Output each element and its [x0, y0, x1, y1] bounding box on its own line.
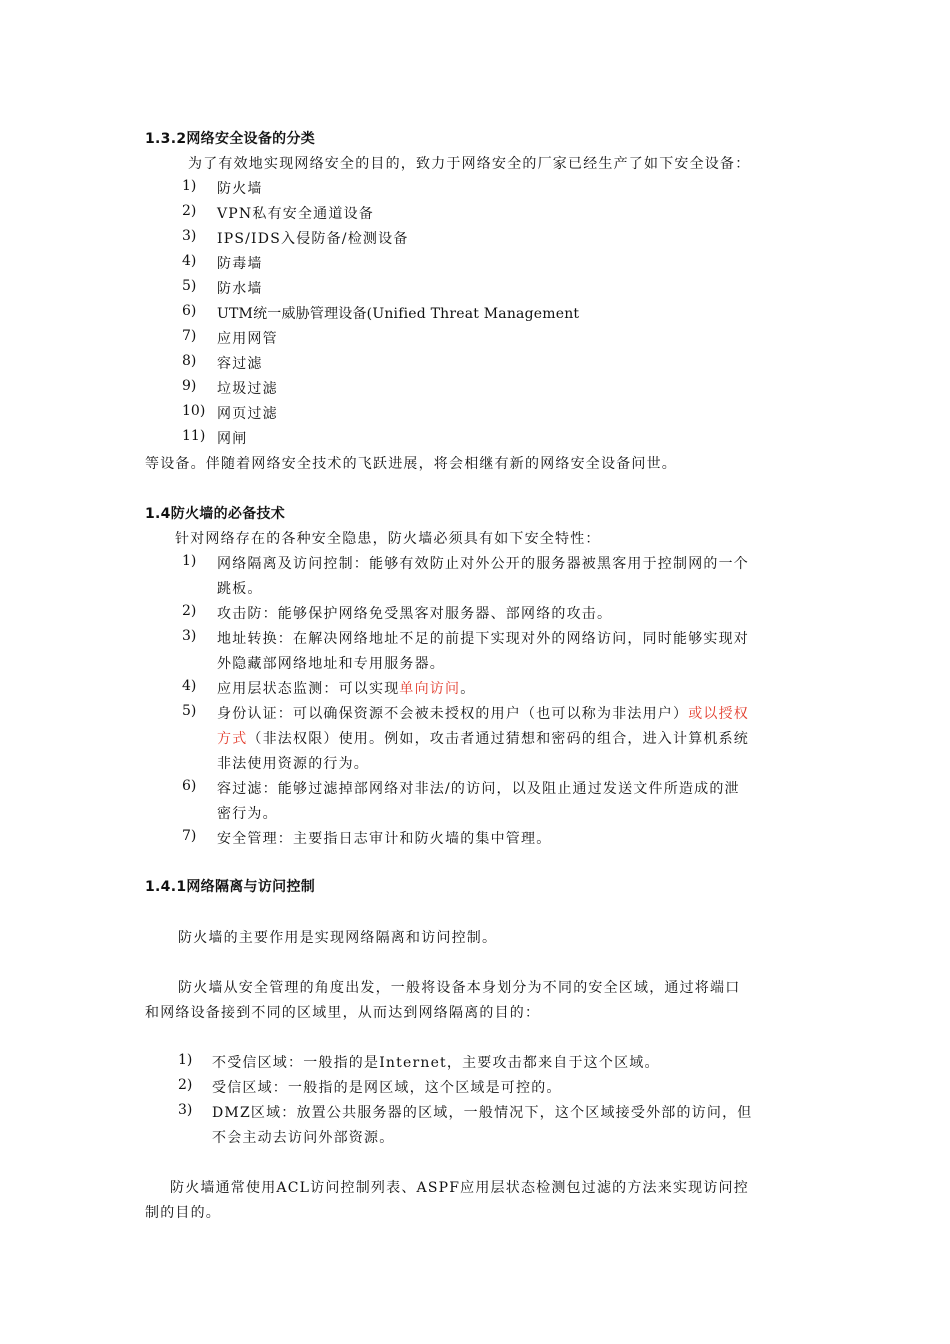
- list-item-continuation: 不会主动去访问外部资源。: [212, 1130, 395, 1146]
- list-number: 9): [182, 378, 197, 394]
- list-item: 网页过滤: [217, 406, 278, 422]
- list-item: 网闸: [217, 431, 248, 447]
- list-number: 6): [182, 778, 197, 794]
- list-number: 1): [182, 553, 197, 569]
- list-number: 7): [182, 328, 197, 344]
- list-number: 1): [178, 1052, 193, 1068]
- list-item: 防毒墙: [217, 256, 263, 272]
- list-item-continuation: 跳板。: [217, 581, 263, 597]
- list-number: 8): [182, 353, 197, 369]
- list-number: 1): [182, 178, 197, 194]
- list-item: 防水墙: [217, 281, 263, 297]
- list-item: 防火墙: [217, 181, 263, 197]
- list-item-continuation: [217, 728, 749, 748]
- list-number: 2): [182, 203, 197, 219]
- list-item: IPS/IDS入侵防备/检测设备: [217, 231, 409, 247]
- list-item: 受信区域：一般指的是网区域，这个区域是可控的。: [212, 1080, 562, 1096]
- list-item: 地址转换：在解决网络地址不足的前提下实现对外的网络访问，同时能够实现对: [217, 631, 749, 647]
- highlighted-text: 方式: [217, 731, 248, 747]
- list-number: 5): [182, 703, 197, 719]
- list-item: [217, 703, 749, 723]
- list-number: 4): [182, 253, 197, 269]
- list-item-text: 应用层状态监测：可以实现: [217, 681, 400, 697]
- list-number: 5): [182, 278, 197, 294]
- list-item-text: 。: [460, 681, 476, 697]
- list-item: 垃圾过滤: [217, 381, 278, 397]
- list-number: 3): [178, 1102, 193, 1118]
- section-heading-1-4-1: 1.4.1网络隔离与访问控制: [145, 879, 316, 895]
- list-number: 2): [182, 603, 197, 619]
- highlighted-text: 或以授权: [688, 706, 750, 722]
- paragraph: 防火墙从安全管理的角度出发，一般将设备本身划分为不同的安全区域，通过将端口: [178, 980, 741, 996]
- list-number: 7): [182, 828, 197, 844]
- list-item-text: （非法权限）使用。例如，攻击者通过猜想和密码的组合，进入计算机系统: [247, 731, 750, 747]
- list-item: UTM统一威胁管理设备(Unified Threat Management: [217, 306, 580, 322]
- list-item: 安全管理：主要指日志审计和防火墙的集中管理。: [217, 831, 552, 847]
- list-item-text: 身份认证：可以确保资源不会被未授权的用户（也可以称为非法用户）: [217, 706, 689, 722]
- list-number: 3): [182, 228, 197, 244]
- highlighted-text: 单向访问: [399, 681, 461, 697]
- list-item-continuation: 密行为。: [217, 806, 278, 822]
- paragraph: 防火墙通常使用ACL访问控制列表、ASPF应用层状态检测包过滤的方法来实现访问控: [170, 1180, 749, 1196]
- list-number: 10): [182, 403, 206, 419]
- list-number: 4): [182, 678, 197, 694]
- list-item: 应用网管: [217, 331, 278, 347]
- paragraph: 防火墙的主要作用是实现网络隔离和访问控制。: [178, 930, 498, 946]
- section-intro: 针对网络存在的各种安全隐患，防火墙必须具有如下安全特性：: [175, 531, 601, 547]
- list-item-continuation: 非法使用资源的行为。: [217, 756, 369, 772]
- list-item: DMZ区域：放置公共服务器的区域，一般情况下，这个区域接受外部的访问，但: [212, 1105, 753, 1121]
- list-number: 6): [182, 303, 197, 319]
- list-item: 攻击防：能够保护网络免受黑客对服务器、部网络的攻击。: [217, 606, 613, 622]
- list-item-continuation: 外隐藏部网络地址和专用服务器。: [217, 656, 445, 672]
- list-number: 3): [182, 628, 197, 644]
- section-outro: 等设备。伴随着网络安全技术的飞跃进展，将会相继有新的网络安全设备问世。: [145, 456, 677, 472]
- list-item: VPN私有安全通道设备: [217, 206, 374, 222]
- list-item: [217, 678, 475, 698]
- section-heading-1-4: 1.4防火墙的必备技术: [145, 506, 286, 522]
- list-item: 容过滤：能够过滤掉部网络对非法/的访问，以及阻止通过发送文件所造成的泄: [217, 781, 740, 797]
- list-number: 11): [182, 428, 206, 444]
- list-number: 2): [178, 1077, 193, 1093]
- section-intro: 为了有效地实现网络安全的目的，致力于网络安全的厂家已经生产了如下安全设备：: [188, 156, 751, 172]
- paragraph-continuation: 制的目的。: [145, 1205, 221, 1221]
- section-heading-1-3-2: 1.3.2网络安全设备的分类: [145, 131, 316, 147]
- list-item: 网络隔离及访问控制：能够有效防止对外公开的服务器被黑客用于控制网的一个: [217, 556, 749, 572]
- list-item: 容过滤: [217, 356, 263, 372]
- list-item: 不受信区域：一般指的是Internet，主要攻击都来自于这个区域。: [212, 1055, 660, 1071]
- paragraph-continuation: 和网络设备接到不同的区域里，从而达到网络隔离的目的：: [145, 1005, 541, 1021]
